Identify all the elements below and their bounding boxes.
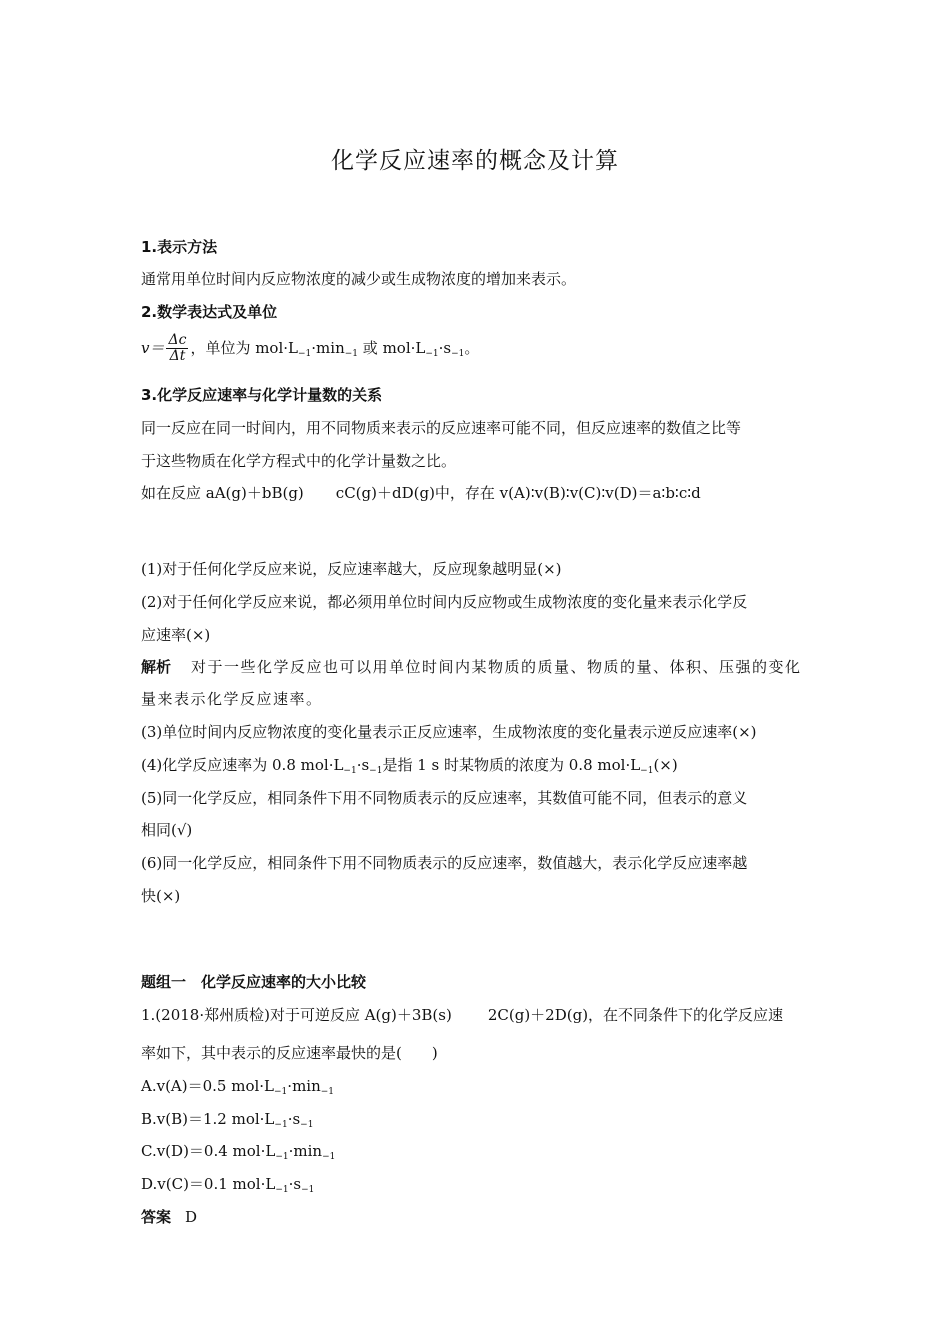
judge-4-part-c: 是指 1 s 时某物质的浓度为 0.8 mol·L xyxy=(382,756,641,774)
option-c-label: C.v(D)＝0.4 mol·L xyxy=(141,1142,276,1160)
exponent: −1 xyxy=(320,1087,335,1097)
option-b-label: B.v(B)＝1.2 mol·L xyxy=(141,1110,275,1128)
section-text-3-line2: 于这些物质在化学方程式中的化学计量数之比。 xyxy=(141,452,457,470)
judge-4-part-a: (4)化学反应速率为 0.8 mol·L xyxy=(141,756,344,774)
judge-item-5-line2: 相同(√) xyxy=(141,821,193,839)
formula-line xyxy=(141,333,479,365)
answer-label: 答案 xyxy=(141,1208,172,1226)
question-right: 2C(g)＋2D(g)，在不同条件下的化学反应速 xyxy=(487,1006,784,1024)
group-heading: 题组一 化学反应速率的大小比较 xyxy=(141,973,367,991)
option-a-label: A.v(A)＝0.5 mol·L xyxy=(141,1077,275,1095)
option-b[interactable] xyxy=(141,1112,313,1130)
option-d-unit: ·s xyxy=(288,1175,302,1193)
judge-item-5-line1: (5)同一化学反应，相同条件下用不同物质表示的反应速率，其数值可能不同，但表示的意义 xyxy=(141,789,748,807)
judge-item-2-line1: (2)对于任何化学反应来说，都必须用单位时间内反应物或生成物浓度的变化量来表示化学反 xyxy=(141,593,748,611)
formula-end: 。 xyxy=(464,338,480,357)
exponent: −1 xyxy=(343,766,357,776)
unit-prefix: ，单位为 mol·L xyxy=(190,338,298,357)
unit-mid-1: ·min xyxy=(311,338,345,357)
equation-left: 如在反应 aA(g)＋bB(g) xyxy=(141,484,304,502)
exponent: −1 xyxy=(298,348,312,359)
formula-v: v＝ xyxy=(141,338,165,357)
unit-or: 或 mol·L xyxy=(362,338,426,357)
fraction-denominator: Δt xyxy=(169,348,186,365)
judge-item-6-line1: (6)同一化学反应，相同条件下用不同物质表示的反应速率，数值越大，表示化学反应速率越 xyxy=(141,854,748,872)
judge-item-6-line2: 快(×) xyxy=(141,887,181,905)
judge-4-part-d: (×) xyxy=(653,756,678,774)
judge-item-1: (1)对于任何化学反应来说，反应速率越大，反应现象越明显(×) xyxy=(141,560,562,578)
exponent: −1 xyxy=(322,1152,336,1162)
analysis-line2: 量来表示化学反应速率。 xyxy=(141,690,323,708)
answer-value: D xyxy=(185,1208,198,1226)
section-heading-1: 1.表示方法 xyxy=(141,238,218,256)
analysis-text: 对于一些化学反应也可以用单位时间内某物质的质量、物质的量、体积、压强的变化 xyxy=(191,658,802,676)
option-c-unit: ·min xyxy=(288,1142,323,1160)
exponent: −1 xyxy=(274,1120,288,1130)
judge-item-3: (3)单位时间内反应物浓度的变化量表示正反应速率，生成物浓度的变化量表示逆反应速率(×) xyxy=(141,723,757,741)
section-heading-2: 2.数学表达式及单位 xyxy=(141,303,278,321)
unit-mid-2: ·s xyxy=(438,338,452,357)
exponent: −1 xyxy=(300,1120,314,1130)
question-left: 1.(2018·郑州质检)对于可逆反应 A(g)＋3B(s) xyxy=(141,1006,452,1024)
exponent: −1 xyxy=(640,766,654,776)
exponent: −1 xyxy=(301,1185,315,1195)
judge-item-4 xyxy=(141,758,678,776)
page-title: 化学反应速率的概念及计算 xyxy=(331,148,619,174)
exponent: −1 xyxy=(274,1087,288,1097)
exponent: −1 xyxy=(344,348,359,359)
section-text-3-line1: 同一反应在同一时间内，用不同物质来表示的反应速率可能不同，但反应速率的数值之比等 xyxy=(141,419,742,437)
question-line2: 率如下，其中表示的反应速率最快的是( ) xyxy=(141,1044,438,1062)
exponent: −1 xyxy=(369,766,383,776)
exponent: −1 xyxy=(275,1152,289,1162)
section-heading-3: 3.化学反应速率与化学计量数的关系 xyxy=(141,386,383,404)
section-text-1: 通常用单位时间内反应物浓度的减少或生成物浓度的增加来表示。 xyxy=(141,270,577,288)
question-line1 xyxy=(141,1008,783,1023)
exponent: −1 xyxy=(451,348,465,359)
answer-line xyxy=(141,1210,197,1225)
option-b-unit: ·s xyxy=(287,1110,301,1128)
exponent: −1 xyxy=(275,1185,289,1195)
analysis-label: 解析 xyxy=(141,658,172,676)
option-a-unit: ·min xyxy=(287,1077,321,1095)
fraction xyxy=(166,333,188,365)
judge-4-part-b: ·s xyxy=(356,756,370,774)
equation-right: cC(g)＋dD(g)中，存在 v(A)∶v(B)∶v(C)∶v(D)＝a∶b∶c∶d xyxy=(335,484,701,502)
judge-item-2-line2: 应速率(×) xyxy=(141,626,211,644)
equation-line xyxy=(141,486,701,501)
analysis-line1 xyxy=(141,660,802,675)
exponent: −1 xyxy=(425,348,439,359)
option-d[interactable] xyxy=(141,1177,314,1195)
option-d-label: D.v(C)＝0.1 mol·L xyxy=(141,1175,276,1193)
fraction-numerator: Δc xyxy=(168,332,187,348)
option-c[interactable] xyxy=(141,1144,335,1162)
option-a[interactable] xyxy=(141,1079,334,1097)
